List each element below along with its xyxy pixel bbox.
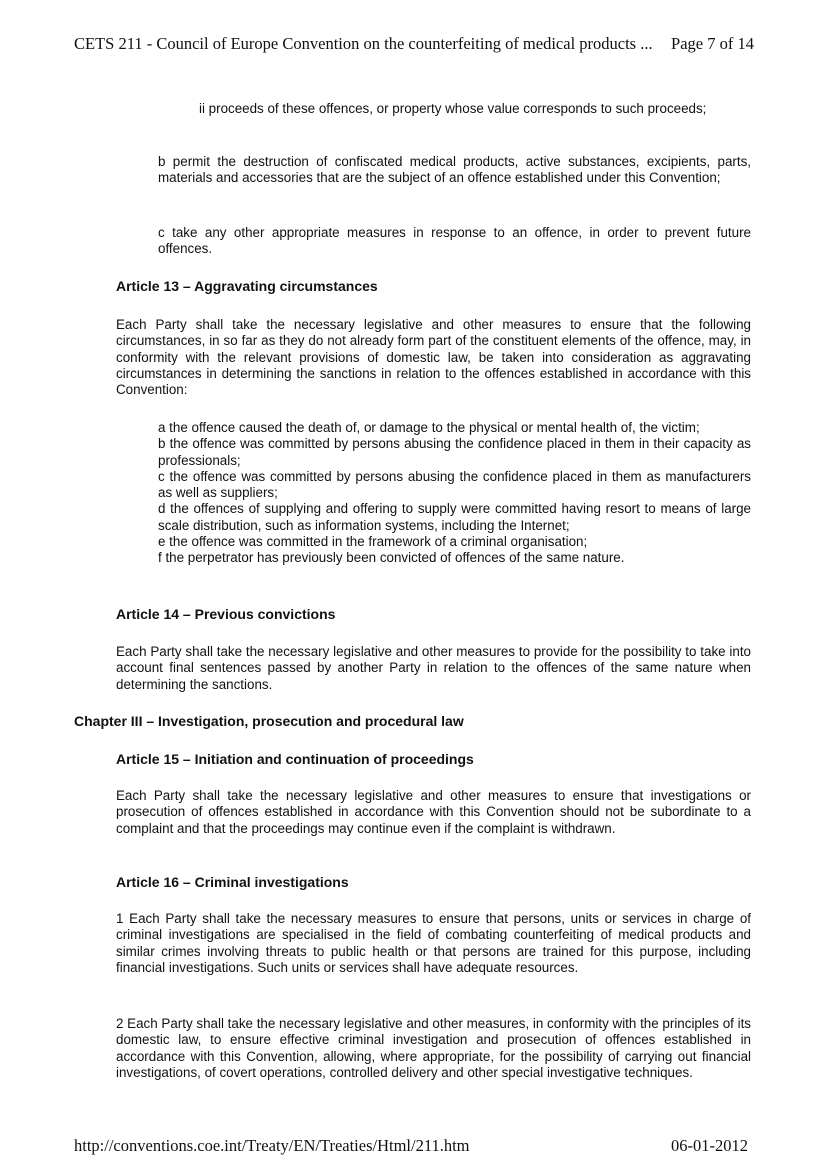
- document-title: CETS 211 - Council of Europe Convention on the counterfeiting of medical products ...: [74, 34, 653, 53]
- list-item: d the offences of supplying and offering to supply were committed having resort to means of large scale distribution, such as information systems, including the Internet;: [158, 501, 751, 533]
- page-number: Page 7 of 14: [671, 34, 754, 53]
- article-15-heading: Article 15 – Initiation and continuation of proceedings: [116, 751, 474, 767]
- list-item: a the offence caused the death of, or damage to the physical or mental health of, the victim;: [158, 420, 700, 435]
- paragraph-c: c take any other appropriate measures in response to an offence, in order to prevent future offences.: [158, 225, 751, 257]
- list-item: c the offence was committed by persons abusing the confidence placed in them as manufacturers as well as suppliers;: [158, 468, 751, 501]
- article-13-list: [158, 420, 751, 567]
- article-16-heading: Article 16 – Criminal investigations: [116, 874, 349, 890]
- list-item: b the offence was committed by persons abusing the confidence placed in them in their capacity as professionals;: [158, 436, 751, 468]
- article-13-heading: Article 13 – Aggravating circumstances: [116, 278, 378, 294]
- list-item: f the perpetrator has previously been convicted of offences of the same nature.: [158, 550, 625, 566]
- article-14-text: Each Party shall take the necessary legislative and other measures to provide for the possibility to take into account final sentences passed by another Party in relation to the offences of the same nature when determining the sanctions.: [116, 644, 751, 692]
- list-item: e the offence was committed in the framework of a criminal organisation;: [158, 534, 588, 550]
- article-16-paragraph-1: 1 Each Party shall take the necessary measures to ensure that persons, units or services in charge of criminal investigations are specialised in the field of combating counterfeiting of medical products and similar crimes involving threats to public health or that persons are trained for this purpose, including financial investigations. Such units or services shall have adequate resources.: [116, 911, 751, 975]
- paragraph-b: b permit the destruction of confiscated medical products, active substances, excipients, parts, materials and accessories that are the subject of an offence established under this Convention;: [158, 154, 751, 186]
- article-14-heading: Article 14 – Previous convictions: [116, 606, 336, 622]
- source-url[interactable]: http://conventions.coe.int/Treaty/EN/Treaties/Html/211.htm: [74, 1136, 470, 1155]
- article-15-text: Each Party shall take the necessary legislative and other measures to ensure that investigations or prosecution of offences established in accordance with this Convention should not be subordinate to a complaint and that the proceedings may continue even if the complaint is withdrawn.: [116, 788, 751, 836]
- article-16-paragraph-2: 2 Each Party shall take the necessary legislative and other measures, in conformity with the principles of its domestic law, to ensure effective criminal investigation and prosecution of offences established in accordance with this Convention, allowing, where appropriate, for the possibility of carrying out financial investigations, of covert operations, controlled delivery and other special investigative techniques.: [116, 1016, 751, 1080]
- article-13-intro: Each Party shall take the necessary legislative and other measures to ensure that the following circumstances, in so far as they do not already form part of the constituent elements of the offence, may, in conformity with the relevant provisions of domestic law, be taken into consideration as aggravating circumstances in determining the sanctions in relation to the offences established in accordance with this Convention:: [116, 317, 751, 398]
- chapter-3-heading: Chapter III – Investigation, prosecution and procedural law: [74, 713, 464, 729]
- print-date: 06-01-2012: [671, 1136, 748, 1155]
- paragraph-ii: ii proceeds of these offences, or property whose value corresponds to such proceeds;: [199, 101, 707, 116]
